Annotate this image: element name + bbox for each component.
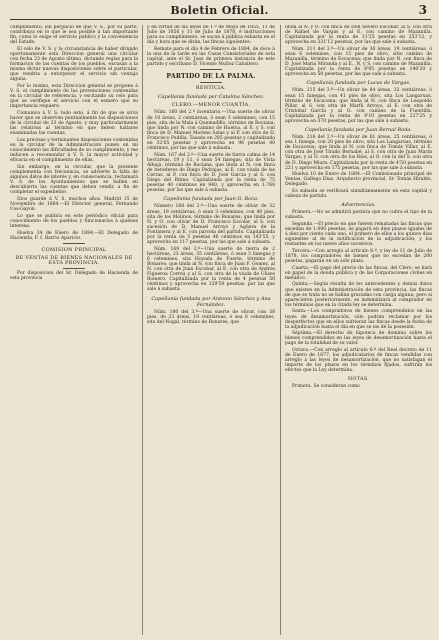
column-right <box>285 25 432 635</box>
paragraph: El celo de V. S. y la circunstancia de haber dirigido oportunamente esta Direccion general una circular con fecha 23 de Agosto último, dictando reglas para la formacion de las cuentas de los pueblos, excusan a la misma dictar nuevas disposiciones sobre el particular, que vendria a entorpecer el servicio sin ventaja alguna. <box>10 46 138 83</box>
section-heading: COMISION PRINCIPAL <box>41 246 107 253</box>
header-rule <box>10 19 431 20</box>
column-left <box>10 25 138 635</box>
advertencia-item: Octava.—Con arreglo al artículo 6.º del Real decreto de 11 de Enero de 1877, los adjudicatarios de fincas vendidas con arreglo á las leyes de desamortización, que no satisfagan el importe de los plazos en los términos fijados, sufrirán los efectos que la Ley determina. <box>285 348 432 374</box>
newspaper-title: Boletin Oficial. <box>170 4 269 17</box>
section-rule <box>63 268 85 269</box>
advertencia-item: Segunda.—El precio en que fueren rematadas las fincas que excedan de 1.000 pesetas, se pagará en diez plazos iguales de á diez por ciento cada uno, el primero de ellos a los quince días siguientes al de la notificación de la adjudicación; y los restantes en los nueve años sucesivos. <box>285 221 432 248</box>
advertencia-item: Quinta.—Según resulta de los antecedentes y demás datos que existen en la Administración de esta provincia, las fincas de que se trata no se hallan gravadas con carga alguna; pero si aparecieren posteriormente, se indemnizará al comprador en los términos que en la citada ley se determina. <box>285 282 432 308</box>
paragraph: Dios guarde á V. S. muchos años. Madrid 15 de Noviembre de 1884.—El Director general, Fernando Cos-Gayon. <box>10 197 138 213</box>
paragraph: Huelva 10 de Enero de 1884.—El Comisionado principal de Ventas, Gallego Diaz, Arquitecto provincial, Sr. Tomás Hiraldo, Delegado. <box>285 172 432 188</box>
lot-entry: Núm. 216 del 3.º—Un olivar de 61 áreas, 25 centiáreas, ó sea 1 fanega, con 20 pies de olivo, sita Los Langaruas, término de Escacena; que linda al N. con finca de Tomás Villar, al E. con otra de José Tirado Bernabé, al S. con otra de Juan Marin Vargas, y al O. con otra de los Ríos, al O. con la del S. con otra de D. Diego Miura. Capitalizada por la renta de 4'50 pesetas en 221 y aprovecha en 175 pesetas, por las que sale á subasta. <box>285 135 432 171</box>
town-heading: RENTICIA. <box>195 85 227 92</box>
section-subheading: DE VENTAS DE BIENES NACIONALES DE ESTA PROVINCIA. <box>15 254 133 266</box>
advertencia-item: Sexta.—Los compradores de bienes comprendidos en las leyes de desamortización, sólo podrán reclamar por los desperfectos que en ellos sufrieran las fincas desde la fecha de la adjudicación hasta el día en que se les dé la posesión. <box>285 309 432 330</box>
paragraph: Sin embargo, en la circular, que la presente complementa con frecuencia, se advierte la falta de algunos datos de interés y, en consecuencia, reclamará V. S. de los Ayuntamientos que se hallen en descubierto las cuentas que deben rendir, a fin de completar el expediente. <box>10 164 138 196</box>
section-rule <box>200 82 222 83</box>
advertencia-item: Primera.—No se admitirá postura que no cubra el tipo de la subasta. <box>285 210 432 221</box>
advertencia-item: Tercera.—Con arreglo al artículo 6.º, y ley de 11 de Julio de 1878, los compradores de bienes que no excedan de 200 pesetas, pagarán en un solo plazo. <box>285 248 432 265</box>
lot-entry: linda al N. y O. con finca de Don Severo Escobar, al S. con otra de Rafael de Vargas y al E. con camino de Mazanilla. Capitalizada por la renta de 11'25 pesetas en 253'12, y aprovecha en 331'12 pesetas, por las que sale á subasta. <box>285 25 432 46</box>
page-number: 3 <box>418 3 427 17</box>
census-heading: Capellanía fundada por Juan Bernal Roda. <box>305 127 412 134</box>
paragraph: y en virtud de las leyes de 1.º de Mayo de 1855, 11 de Julio de 1856 y 11 de Julio de 1878, é instrucciones para su cumplimiento, se sacan á pública subasta en el día y hora que se dirán, las fincas siguientes: <box>147 25 275 46</box>
paragraph: Las precisas y terminantes disposiciones contenidas en la circular de la Administracion ponen en mi conocimiento las dificultades de su cumplimiento, y me inducen a recomendar á V. S. la mayor actividad y eficacia en el cumplimiento de ellas. <box>10 137 138 164</box>
lot-entry: Número 168 del 2.º—Una suerte de olivar de 32 áreas, 19 centiáreas, ó sean 3 celemines, con 40 pies, sita de los Molinos, término de Bonares; que linda por N. y O. con olivar de D. Francisco Escolar, al S. con sucesión de D. Manuel Arroyo y Agüera de la Fontanera y al E. con parcela del partido. Capitalizada por la renta de 5 pesetas 46 céntimos en 143'55, y aprovecha en 117 pesetas, por las que sale á subasta. <box>147 204 275 246</box>
column-middle <box>147 25 275 635</box>
notes-heading: NOTAS. <box>347 375 370 382</box>
section-rule <box>200 69 222 70</box>
lot-entry: Núm. 180 del 3.º—Una suerte de olivar, con 38 pies, de 23 áreas, 19 centiáreas, ó sea 6 celemines, sita del Nogal, término de Bonares, que <box>147 309 275 325</box>
paragraph: Comunico á V. S. todo esto, á fin de que se sirva hacer que se observen puntualmente las disposiciones de la circular de 23 de Agosto, y muy particularmente las relativas al término en que deben hallarse examinadas las cuentas. <box>10 111 138 137</box>
advertencia-item: Cuarta.—El pago del precio de las fincas, del Clero, se hará en papel de la deuda pública y de las Corporaciones civiles en metálico. <box>285 265 432 281</box>
lot-entry: Núm. 167 del 2.º—Una suerte de tierra calma de 14 hectáreas, 19 y 11, ó sean 54 fanegas; sita de Vista Alhaja, término de Rociana; que linda al N. con finca de herederos de Diego Pedrajas, al E. con viuda de las Cerras, al P. con finca de D. José Garcia y al S. con Diego del Ritmo. Capitalizada por la renta de 75 pesetas 40 céntimos en 840, y aprovecha en 1.768 pesetas, por las que sale á subasta. <box>147 152 275 194</box>
section-rule <box>63 243 85 244</box>
census-heading: Capellanía fundada por Catalina Sánchez. <box>157 94 265 101</box>
advertencia-item: Séptima.—El derecho de hipoteca de dominio sobre los bienes comprendidos en las leyes de desamortización hasta el pago de la totalidad de su valor. <box>285 331 432 347</box>
class-heading: CLERO.—MENOR CUANTÍA. <box>171 102 251 109</box>
paragraph: Por lo mismo, esta Direccion general se propone á V. S. el cumplimiento de las prevenciones contenidas en la circular de referencia, y escitando su celo para que se verifique el servicio con el esmero que su importancia requiere. <box>10 84 138 110</box>
column-divider-right <box>280 25 281 635</box>
paragraph: Huelva 24 de Enero de 1884.—El Delegado de Hacienda, F. I. Barrio Aparicio. <box>10 230 138 241</box>
census-heading: Capellanía fundada por Juan G. Roca. <box>163 196 259 203</box>
note-item: Primera. Se consideran como <box>292 383 360 389</box>
advertencias-heading: Advertencias. <box>341 202 376 209</box>
paragraph: Remate para el día 4 de Febrero de 1884, de doce á la una de la tarde en las Casas Consistoriales de esta capital, ante el Sr. Juez de primera instancia de este partido y escribano D. Vicente Muñoz Caballero. <box>147 46 275 68</box>
census-heading: Capellanía fundada por Lucas de Vargas. <box>306 80 411 87</box>
lot-entry: Núm. 211 del 3.º—Un olivar de 36 áreas, 19 centiáreas, ó sean 6 celemines, con 15 pies de olivo, sitio camino de Mazanilla, término de Escacena; que linda por N. con finca de D. José Maria Miranda y al E., N. y S. con camino de Mazanilla. Capitalizada por la renta de 8'95 pesetas en 140'20 y aprovecha en 50 pesetas, por las que sale á subasta. <box>285 46 432 78</box>
column-divider-left <box>142 25 143 635</box>
section-heading: PARTIDO DE LA PALMA. <box>166 73 256 81</box>
paragraph: Lo que se publica en este periódico oficial para conocimiento de los pueblos y funcionarios á quienes interesa. <box>10 213 138 229</box>
census-heading: Capellanía fundada por Antonio Sánchez y Ana Fernández. <box>151 295 271 308</box>
lot-entry: Núm. 169 del 2.º—Una suerte de tierra de 2 hectáreas, 23 áreas, 35 centiáreas, ó sean 3 fanegas y 6 celemines, sita Hoyada de Fuerte, término de Bonares; que linda al N. con finca de Juan F. Gomez, al N. con otra de Juan Escobar, al E. con otra de Andrés Figueroa Correa y al S. con otra de la viuda de Ulises Romero. Capitalizada por la renta de 4 pesetas 50 céntimos y aprovecha en 129'50 pesetas, por las que sale á subasta. <box>147 246 275 293</box>
paragraph: Por disposicion del Sr. Delegado de Hacienda de esta provincia <box>10 270 138 282</box>
paragraph: cumplimiento, sin perjuicio de que V. S., por su parte, contribuya en lo que le sea posible á tan importante fin, como lo exige el servicio publico y la conveniencia del Estado. <box>10 25 138 46</box>
lot-entry: Núm. 160 del 2.º inventario.—Una suerte de olivar de 10 áreas, 2 centiáreas, ó sean 3 celemines, con 15 pies, sita de la Mala á Quemadillo, término de Rociana; que linda por N. con camino de Huelva, al E. y S. con finca de D. Manuel Moreno Salas y al P. con otra de D. Francisco Padilla. Tasada en 285 pesetas y capitalizada en 32'05 pesetas y aprovecha en 96 pesetas 40 céntimos, por las que sale á subasta. <box>147 110 275 152</box>
page-header <box>0 0 439 20</box>
lot-entry: Núm. 215 del 3.º—Un olivar de 84 áreas, 32 centiáreas, ó sean 15 fanegas, con 41 pies de olivo, sita Los Langaruas, término de Escacena; que linda al N. con finca de Leopoldo Pillar, al S. con otra de Marfil Arroyo, al E. con otra de Cristobal García y al O. con camino de la Fuentilla. Capitalizada por la renta de 9'10 pesetas en 227'25 y aprovecha en 370 pesetas, por las que sale á subasta. <box>285 88 432 124</box>
paragraph: Es subasta se verificará simultáneamente en esta capital y cabeza de partido. <box>285 189 432 200</box>
